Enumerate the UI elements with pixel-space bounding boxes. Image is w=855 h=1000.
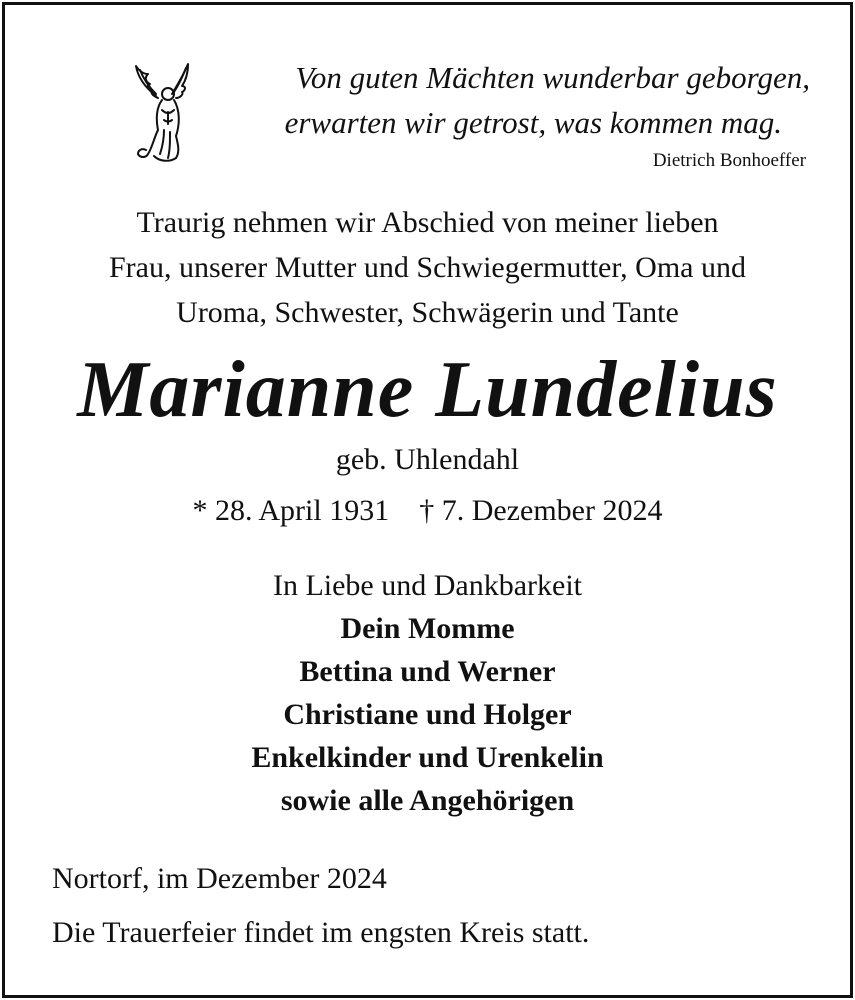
birth-date: * 28. April 1931: [192, 494, 390, 527]
service-note: Die Trauerfeier findet im engsten Kreis statt.: [52, 916, 590, 949]
quote: [230, 55, 810, 145]
place-date: Nortorf, im Dezember 2024: [52, 862, 387, 895]
intro-line: Uroma, Schwester, Schwägerin und Tante: [176, 296, 679, 329]
deceased-name: Marianne Lundelius: [77, 346, 778, 434]
mourner: Enkelkinder und Urenkelin: [251, 741, 604, 774]
quote-author: Dietrich Bonhoeffer: [652, 150, 806, 171]
intro-text: [20, 200, 835, 335]
mourner: Bettina und Werner: [299, 655, 556, 688]
life-dates: [20, 490, 835, 532]
angel-icon: [128, 58, 194, 166]
mourners-list: [20, 607, 835, 822]
death-date: † 7. Dezember 2024: [419, 494, 663, 527]
maiden-name: geb. Uhlendahl: [335, 443, 520, 476]
intro-line: Traurig nehmen wir Abschied von meiner lieben: [136, 206, 719, 239]
closing-phrase: In Liebe und Dankbarkeit: [272, 569, 583, 602]
quote-line: Von guten Mächten wunderbar geborgen,: [295, 60, 810, 95]
mourner: sowie alle Angehörigen: [280, 784, 575, 817]
mourner: Dein Momme: [340, 612, 515, 645]
intro-line: Frau, unserer Mutter und Schwiegermutter, Oma und: [109, 251, 746, 284]
quote-line: erwarten wir getrost, was kommen mag.: [284, 105, 782, 140]
mourner: Christiane und Holger: [283, 698, 572, 731]
